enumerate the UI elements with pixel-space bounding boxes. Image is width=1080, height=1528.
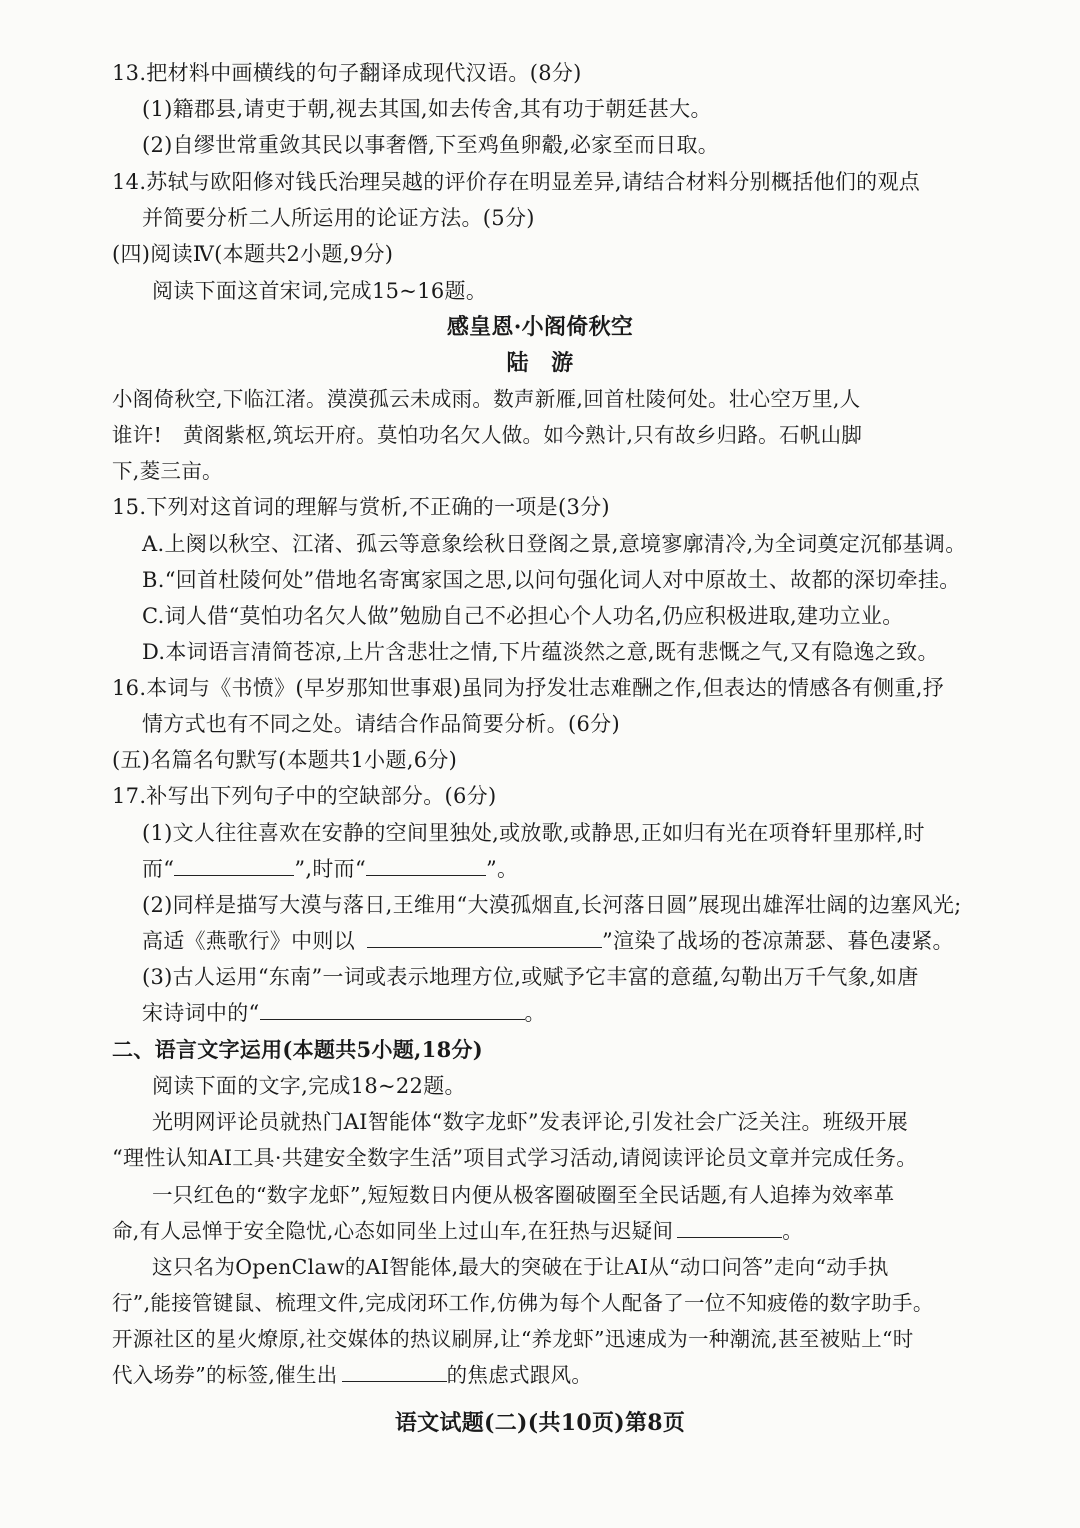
answer-blank[interactable]	[367, 927, 602, 948]
part-2-para-1-line-1: 光明网评论员就热门AI智能体“数字龙虾”发表评论,引发社会广泛关注。班级开展	[152, 1110, 909, 1134]
q17-3-line-2	[142, 998, 546, 1028]
article-para-1-line-1: 一只红色的“数字龙虾”,短短数日内便从极客圈破圈至全民话题,有人追捧为效率革	[152, 1183, 895, 1207]
q15-option-a: A.上阕以秋空、江渚、孤云等意象绘秋日登阁之景,意境寥廓清冷,为全词奠定沉郁基调。	[142, 532, 967, 556]
q17-2-prefix: 高适《燕歌行》中则以	[142, 929, 355, 953]
section-5-heading: (五)名篇名句默写(本题共1小题,6分)	[112, 748, 458, 772]
article-para-2-text: 代入场券”的标签,催生出	[112, 1363, 338, 1387]
section-4-heading: (四)阅读Ⅳ(本题共2小题,9分)	[112, 242, 394, 266]
article-para-2-line-4	[112, 1360, 592, 1390]
q15-stem: 15.下列对这首词的理解与赏析,不正确的一项是(3分)	[112, 495, 610, 519]
article-para-2-line-2: 行”,能接管键鼠、梳理文件,完成闭环工作,仿佛为每个人配备了一位不知疲倦的数字助手。	[112, 1291, 934, 1315]
q14-line-2: 并简要分析二人所运用的论证方法。(5分)	[142, 206, 535, 230]
q17-1-suffix: ”。	[486, 857, 519, 881]
poem-line-3: 下,菱三亩。	[112, 459, 223, 483]
part-2-para-1-line-2: “理性认知AI工具·共建安全数字生活”项目式学习活动,请阅读评论员文章并完成任务。	[112, 1146, 918, 1170]
answer-blank[interactable]	[174, 855, 294, 876]
q13-stem: 13.把材料中画横线的句子翻译成现代汉语。(8分)	[112, 61, 582, 85]
article-para-1-text: 命,有人忌惮于安全隐忧,心态如同坐上过山车,在狂热与迟疑间	[112, 1219, 674, 1243]
poem-line-2: 谁许! 黄阁紫枢,筑坛开府。莫怕功名欠人做。如今熟计,只有故乡归路。石帆山脚	[112, 423, 863, 447]
q17-2-line-1: (2)同样是描写大漠与落日,王维用“大漠孤烟直,长河落日圆”展现出雄浑壮阔的边塞风光;	[142, 893, 962, 917]
article-para-1-end: 。	[782, 1219, 804, 1243]
part-2-heading: 二、语言文字运用(本题共5小题,18分)	[112, 1037, 484, 1062]
article-para-1-line-2	[112, 1216, 803, 1246]
q13-sentence-1: (1)籍郡县,请吏于朝,视去其国,如去传舍,其有功于朝廷甚大。	[142, 97, 712, 121]
poem-author: 陆 游	[506, 350, 574, 376]
q16-line-1: 16.本词与《书愤》(早岁那知世事艰)虽同为抒发壮志难酬之作,但表达的情感各有侧重,抒	[112, 676, 945, 700]
answer-blank[interactable]	[677, 1217, 782, 1238]
poem-title: 感皇恩·小阁倚秋空	[446, 314, 634, 340]
q17-1-prefix: 而“	[142, 857, 175, 881]
q16-line-2: 情方式也有不同之处。请结合作品简要分析。(6分)	[142, 712, 620, 736]
q17-2-line-2	[142, 926, 954, 956]
q17-3-line-1: (3)古人运用“东南”一词或表示地理方位,或赋予它丰富的意蕴,勾勒出万千气象,如唐	[142, 965, 919, 989]
q13-sentence-2: (2)自缪世常重敛其民以事奢僭,下至鸡鱼卵觳,必家至而日取。	[142, 133, 720, 157]
q17-3-prefix: 宋诗词中的“	[142, 1001, 260, 1025]
q14-line-1: 14.苏轼与欧阳修对钱氏治理吴越的评价存在明显差异,请结合材料分别概括他们的观点	[112, 170, 921, 194]
section-4-intro: 阅读下面这首宋词,完成15~16题。	[152, 279, 488, 303]
poem-line-1: 小阁倚秋空,下临江渚。漠漠孤云未成雨。数声新雁,回首杜陵何处。壮心空万里,人	[112, 387, 861, 411]
page-footer: 语文试题(二)(共10页)第8页	[394, 1410, 686, 1436]
q15-option-c: C.词人借“莫怕功名欠人做”勉励自己不必担心个人功名,仍应积极进取,建功立业。	[142, 604, 904, 628]
q17-1-line-1: (1)文人往往喜欢在安静的空间里独处,或放歌,或静思,正如归有光在项脊轩里那样,时	[142, 821, 925, 845]
q15-option-d: D.本词语言清简苍凉,上片含悲壮之情,下片蕴淡然之意,既有悲慨之气,又有隐逸之致。	[142, 640, 939, 664]
q17-1-line-2	[142, 854, 518, 884]
q15-option-b: B.“回首杜陵何处”借地名寄寓家国之思,以问句强化词人对中原故土、故都的深切牵挂。	[142, 568, 961, 592]
answer-blank[interactable]	[366, 855, 486, 876]
q17-1-middle: ”,时而“	[294, 857, 366, 881]
q17-3-suffix: 。	[524, 1001, 546, 1025]
part-2-intro: 阅读下面的文字,完成18~22题。	[152, 1074, 466, 1098]
article-para-2-line-1: 这只名为OpenClaw的AI智能体,最大的突破在于让AI从“动口问答”走向“动手执	[152, 1255, 889, 1279]
q17-2-suffix: ”渲染了战场的苍凉萧瑟、暮色凄紧。	[602, 929, 954, 953]
answer-blank[interactable]	[342, 1361, 447, 1382]
article-para-2-line-3: 开源社区的星火燎原,社交媒体的热议刷屏,让“养龙虾”迅速成为一种潮流,甚至被贴上“时	[112, 1327, 914, 1351]
answer-blank[interactable]	[260, 999, 525, 1020]
q17-stem: 17.补写出下列句子中的空缺部分。(6分)	[112, 784, 497, 808]
article-para-2-end: 的焦虑式跟风。	[446, 1363, 593, 1387]
